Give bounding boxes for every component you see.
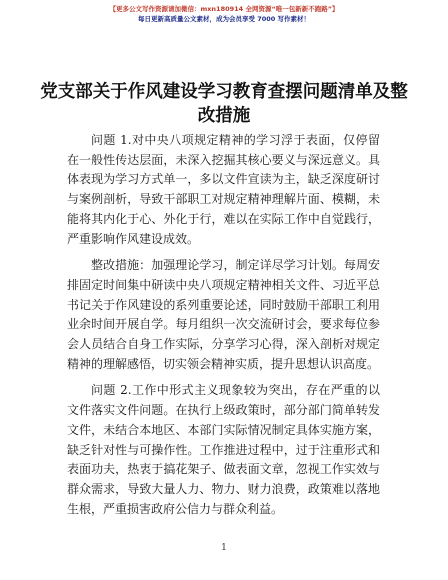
banner-promo-line: 【更多公文写作资源请加微信：mxn180914 全网资源“唯一包新新不跑路”】 (109, 5, 339, 13)
paragraph-issue-1: 问题 1.对中央八项规定精神的学习浮于表面，仅停留在一般性传达层面，未深入挖掘其核心要义与深远意义。具体表现为学习方式单一，多以文件宣读为主，缺乏深度研讨与案例剖析，导致干部职工对规定精神理解片面、模糊，未能将其内化于心、外化于行，难以在实际工作中自觉践行，严重影响作风建设成效。 (67, 133, 380, 246)
document-body (67, 131, 380, 519)
page-number: 1 (221, 543, 227, 553)
paragraph-rectification-measures: 整改措施：加强理论学习，制定详尽学习计划。每周安排固定时间集中研读中央八项规定精神相关文件、习近平总书记关于作风建设的系列重要论述，同时鼓励干部职工利用业余时间开展自学。每月组织一次交流研讨会，要求每位参会人员结合自身工作实际，分享学习心得，深入剖析对规定精神的理解感悟，切实领会精神实质，提升思想认识高度。 (67, 258, 380, 371)
banner-subscription-line: 每日更新高质量公文素材，成为会员享受 7000 写作素材！ (137, 15, 311, 23)
header-banner (0, 4, 448, 24)
paragraph-issue-2: 问题 2.工作中形式主义现象较为突出，存在严重的以文件落实文件问题。在执行上级政策时，部分部门简单转发文件，未结合本地区、本部门实际情况制定具体实施方案，缺乏针对性与可操作性。工作推进过程中，过于注重形式和表面功夫，热衷于搞花架子、做表面文章，忽视工作实效与群众需求，导致大量人力、物力、财力浪费，政策难以落地生根，严重损害政府公信力与群众利益。 (67, 383, 380, 516)
document-title: 党支部关于作风建设学习教育查摆问题清单及整改措施 (40, 82, 408, 126)
